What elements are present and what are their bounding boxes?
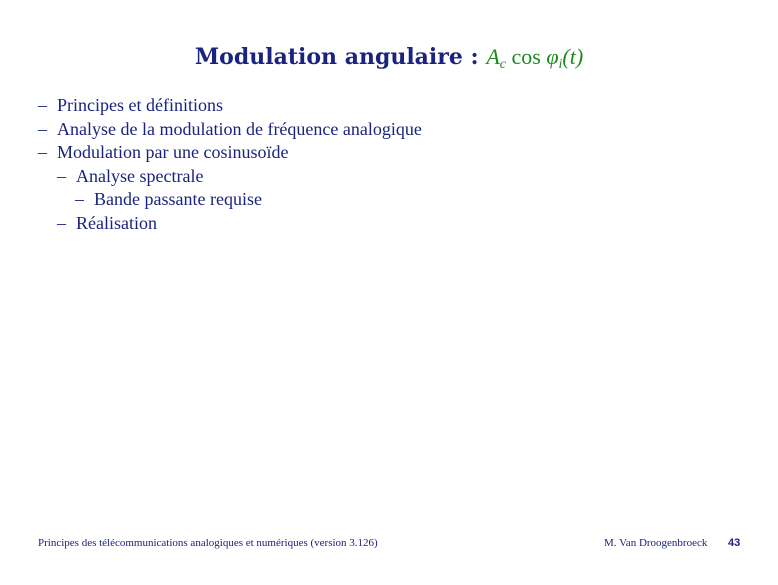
formula-cos: cos	[506, 44, 547, 69]
outline-subitem	[38, 165, 422, 189]
outline-list	[38, 94, 422, 235]
formula-amplitude-subscript: c	[499, 57, 506, 72]
outline-item	[38, 141, 422, 165]
bullet-dash: –	[38, 95, 47, 115]
outline-item-label: Bande passante requise	[94, 189, 262, 209]
outline-item	[38, 118, 422, 142]
outline-item-label: Réalisation	[76, 212, 157, 233]
slide-title	[0, 44, 778, 73]
bullet-dash: –	[57, 165, 66, 186]
footer-author: M. Van Droogenbroeck	[604, 537, 708, 549]
formula-amplitude: A	[486, 44, 500, 69]
formula-phi-subscript: i	[558, 57, 563, 72]
bullet-dash: –	[57, 212, 66, 233]
slide-title-text: Modulation angulaire :	[194, 44, 487, 70]
formula-phi: φ	[546, 44, 559, 69]
outline-subsubitem	[38, 188, 422, 212]
outline-item-label: Modulation par une cosinusoïde	[57, 142, 289, 162]
footer-course-title: Principes des télécommunications analogiques et numériques (version 3.126)	[38, 537, 378, 549]
bullet-dash: –	[38, 142, 47, 162]
page-number: 43	[728, 537, 741, 549]
outline-subitem	[38, 212, 422, 236]
outline-item-label: Analyse de la modulation de fréquence analogique	[57, 118, 422, 139]
title-formula	[486, 44, 584, 72]
bullet-dash: –	[38, 118, 47, 139]
outline-item-label: Principes et définitions	[57, 95, 223, 115]
outline-item-label: Analyse spectrale	[76, 165, 204, 186]
outline-item	[38, 94, 422, 118]
formula-time: (t)	[562, 44, 584, 69]
bullet-dash: –	[75, 189, 84, 209]
